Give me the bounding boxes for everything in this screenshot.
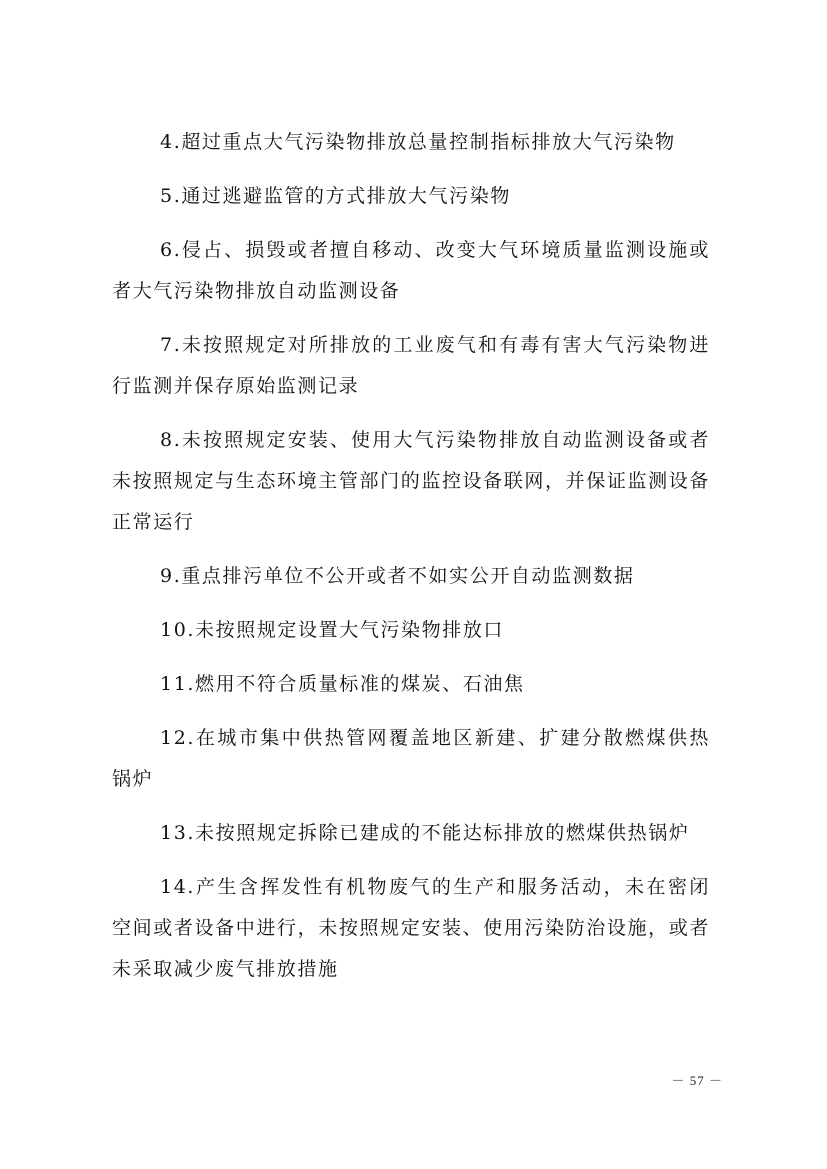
paragraph-item-8: 8.未按照规定安装、使用大气污染物排放自动监测设备或者未按照规定与生态环境主管部门的监控设备联网，并保证监测设备正常运行: [112, 429, 710, 533]
paragraph-item-5: 5.通过逃避监管的方式排放大气污染物: [160, 185, 511, 207]
paragraph-item-9: 9.重点排污单位不公开或者不如实公开自动监测数据: [160, 565, 635, 587]
page-number: － 57 －: [671, 1073, 723, 1088]
document-body: [112, 122, 710, 1003]
paragraph-item-11: 11.燃用不符合质量标准的煤炭、石油焦: [160, 673, 525, 695]
paragraph-item-14: 14.产生含挥发性有机物废气的生产和服务活动，未在密闭空间或者设备中进行，未按照规定安装、使用污染防治设施，或者未采取减少废气排放措施: [112, 876, 710, 980]
paragraph-item-13: 13.未按照规定拆除已建成的不能达标排放的燃煤供热锅炉: [160, 822, 690, 844]
paragraph-item-12: 12.在城市集中供热管网覆盖地区新建、扩建分散燃煤供热锅炉: [112, 727, 710, 790]
paragraph-item-10: 10.未按照规定设置大气污染物排放口: [160, 619, 505, 641]
paragraph-item-6: 6.侵占、损毁或者擅自移动、改变大气环境质量监测设施或者大气污染物排放自动监测设备: [112, 239, 710, 302]
paragraph-item-7: 7.未按照规定对所排放的工业废气和有毒有害大气污染物进行监测并保存原始监测记录: [112, 334, 710, 397]
paragraph-item-4: 4.超过重点大气污染物排放总量控制指标排放大气污染物: [160, 131, 676, 153]
